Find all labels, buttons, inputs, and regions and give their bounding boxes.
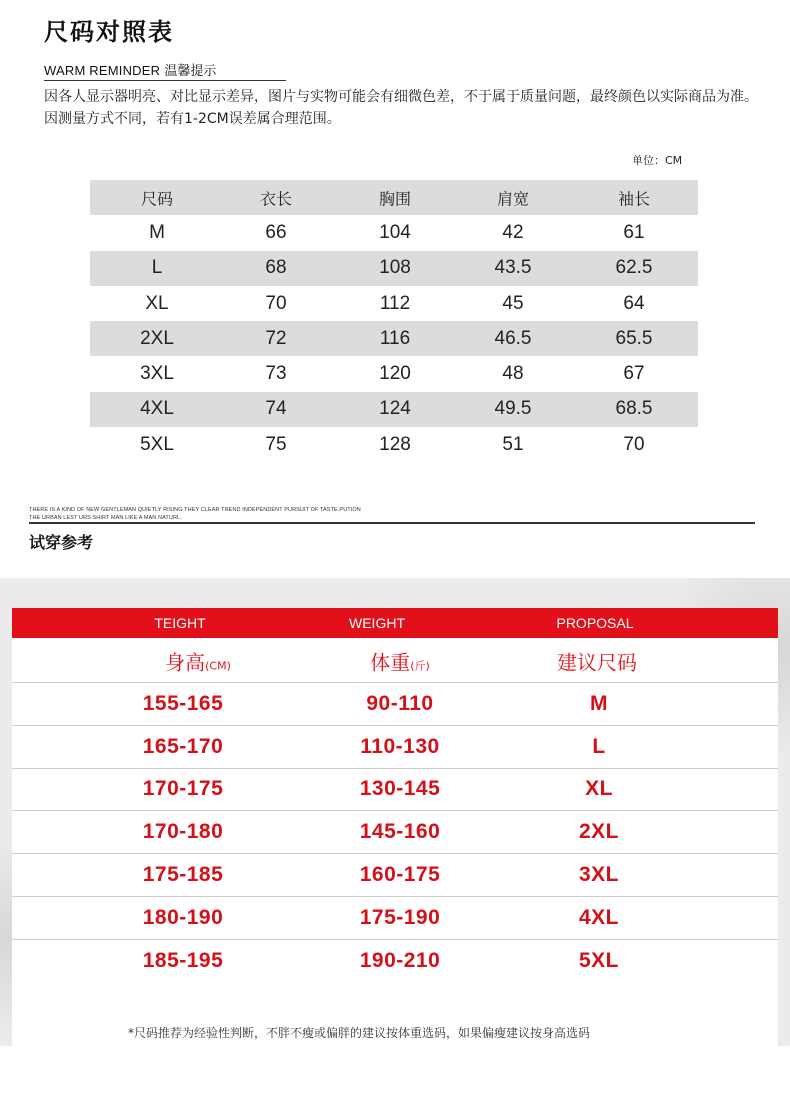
unit-label: 单位：CM bbox=[632, 154, 683, 167]
cell-shoulder: 46.5 bbox=[494, 327, 532, 349]
cell-weight-range: 145-160 bbox=[359, 820, 441, 844]
cell-size: M bbox=[149, 221, 165, 243]
cell-height-range: 185-195 bbox=[142, 948, 224, 972]
header-weight-cn bbox=[370, 647, 430, 676]
table-row bbox=[90, 251, 698, 286]
cell-height-range: 180-190 bbox=[142, 905, 224, 929]
table-row bbox=[90, 215, 698, 250]
recommendation-header-bar bbox=[12, 608, 778, 638]
table-row bbox=[12, 853, 778, 896]
recommendation-card bbox=[12, 608, 778, 1046]
cell-recommended-size: 2XL bbox=[578, 820, 620, 844]
header-proposal-en: PROPOSAL bbox=[556, 615, 634, 631]
cell-recommended-size: 4XL bbox=[578, 905, 620, 929]
cell-size: L bbox=[151, 257, 163, 279]
cell-recommended-size: M bbox=[590, 691, 608, 715]
header-size: 尺码 bbox=[140, 189, 174, 209]
size-table-header bbox=[90, 180, 698, 215]
cell-sleeve: 70 bbox=[623, 433, 645, 455]
cell-height-range: 155-165 bbox=[142, 691, 224, 715]
cell-weight-range: 90-110 bbox=[366, 691, 434, 715]
cell-height-range: 170-180 bbox=[142, 820, 224, 844]
cell-size: XL bbox=[145, 292, 169, 314]
cell-shoulder: 49.5 bbox=[494, 398, 532, 420]
cell-length: 73 bbox=[265, 363, 287, 385]
cell-length: 66 bbox=[265, 221, 287, 243]
cell-height-range: 170-175 bbox=[142, 777, 224, 801]
cell-weight-range: 130-145 bbox=[359, 777, 441, 801]
cell-recommended-size: 3XL bbox=[578, 863, 620, 887]
table-row bbox=[12, 768, 778, 811]
section-divider bbox=[29, 522, 755, 524]
cell-shoulder: 43.5 bbox=[494, 257, 532, 279]
cell-sleeve: 61 bbox=[623, 221, 645, 243]
size-chart-table bbox=[90, 180, 698, 462]
cell-recommended-size: 5XL bbox=[578, 948, 620, 972]
cell-chest: 128 bbox=[379, 433, 411, 455]
table-row bbox=[12, 939, 778, 982]
header-sleeve: 袖长 bbox=[617, 189, 651, 209]
cell-weight-range: 175-190 bbox=[359, 905, 441, 929]
cell-shoulder: 45 bbox=[502, 292, 524, 314]
cell-shoulder: 48 bbox=[502, 363, 524, 385]
reminder-label-cn: 温馨提示 bbox=[164, 64, 217, 79]
cell-weight-range: 110-130 bbox=[360, 734, 440, 758]
cell-chest: 124 bbox=[379, 398, 411, 420]
cell-length: 74 bbox=[265, 398, 287, 420]
table-row bbox=[12, 682, 778, 725]
fine-print bbox=[29, 506, 361, 522]
fine-print-line: THERE IS A KIND OF NEW GENTLEMAN QUIETLY RISING THEY CLEAR TREND INDEPENDENT PURSUIT OF TASTE.PUTION bbox=[29, 507, 361, 513]
cell-sleeve: 65.5 bbox=[615, 327, 653, 349]
table-row bbox=[12, 810, 778, 853]
recommendation-subheader bbox=[12, 644, 778, 678]
header-weight-unit: (斤) bbox=[410, 659, 430, 673]
table-row bbox=[90, 286, 698, 321]
cell-length: 70 bbox=[265, 292, 287, 314]
reminder-label-en: WARM REMINDER bbox=[44, 63, 161, 78]
reminder-divider bbox=[44, 80, 286, 81]
cell-chest: 104 bbox=[379, 221, 411, 243]
cell-sleeve: 67 bbox=[623, 363, 645, 385]
cell-length: 68 bbox=[265, 257, 287, 279]
warm-reminder-label bbox=[44, 60, 216, 79]
cell-recommended-size: L bbox=[592, 734, 606, 758]
table-row bbox=[90, 427, 698, 462]
cell-chest: 120 bbox=[379, 363, 411, 385]
cell-height-range: 175-185 bbox=[142, 863, 224, 887]
cell-shoulder: 51 bbox=[502, 433, 524, 455]
size-recommendation-footnote: *尺码推荐为经验性判断，不胖不瘦或偏胖的建议按体重选码，如果偏瘦建议按身高选码 bbox=[128, 1026, 591, 1040]
table-row bbox=[90, 356, 698, 391]
table-row bbox=[90, 321, 698, 356]
cell-shoulder: 42 bbox=[502, 221, 524, 243]
cell-chest: 108 bbox=[379, 257, 411, 279]
table-row bbox=[12, 725, 778, 768]
cell-size: 3XL bbox=[140, 363, 174, 385]
cell-chest: 112 bbox=[379, 292, 411, 314]
header-height-unit: (CM) bbox=[205, 659, 231, 673]
reminder-note: 因各人显示器明亮、对比显示差异，图片与实物可能会有细微色差，不于属于质量问题，最终颜色以实际商品为准。因测量方式不同，若有1-2CM误差属合理范围。 bbox=[44, 89, 758, 127]
trial-reference-title: 试穿参考 bbox=[29, 533, 94, 552]
cell-length: 72 bbox=[265, 327, 287, 349]
header-weight-cn-text: 体重 bbox=[370, 650, 411, 675]
cell-recommended-size: XL bbox=[585, 777, 613, 801]
cell-height-range: 165-170 bbox=[142, 734, 224, 758]
recommendation-panel bbox=[0, 578, 790, 1046]
header-height-cn-text: 身高 bbox=[165, 650, 206, 675]
cell-weight-range: 160-175 bbox=[359, 863, 441, 887]
cell-sleeve: 68.5 bbox=[615, 398, 653, 420]
header-height-en: TEIGHT bbox=[154, 615, 206, 631]
cell-size: 4XL bbox=[140, 398, 174, 420]
table-row bbox=[90, 392, 698, 427]
cell-size: 2XL bbox=[140, 327, 174, 349]
cell-length: 75 bbox=[265, 433, 287, 455]
page-title: 尺码对照表 bbox=[44, 18, 174, 46]
cell-size: 5XL bbox=[140, 433, 174, 455]
header-proposal-cn: 建议尺码 bbox=[557, 650, 637, 675]
header-height-cn bbox=[165, 647, 231, 676]
recommendation-table bbox=[12, 682, 778, 982]
header-weight-en: WEIGHT bbox=[349, 615, 405, 631]
cell-weight-range: 190-210 bbox=[359, 948, 441, 972]
cell-chest: 116 bbox=[379, 327, 411, 349]
table-row bbox=[12, 896, 778, 939]
cell-sleeve: 62.5 bbox=[615, 257, 653, 279]
cell-sleeve: 64 bbox=[623, 292, 645, 314]
header-shoulder: 肩宽 bbox=[496, 189, 530, 209]
header-chest: 胸围 bbox=[378, 189, 412, 209]
header-length: 衣长 bbox=[259, 189, 293, 209]
fine-print-line: THE URBAN LEST URS SHIRT MAN LIKE A MAN NATURL. bbox=[29, 515, 182, 521]
